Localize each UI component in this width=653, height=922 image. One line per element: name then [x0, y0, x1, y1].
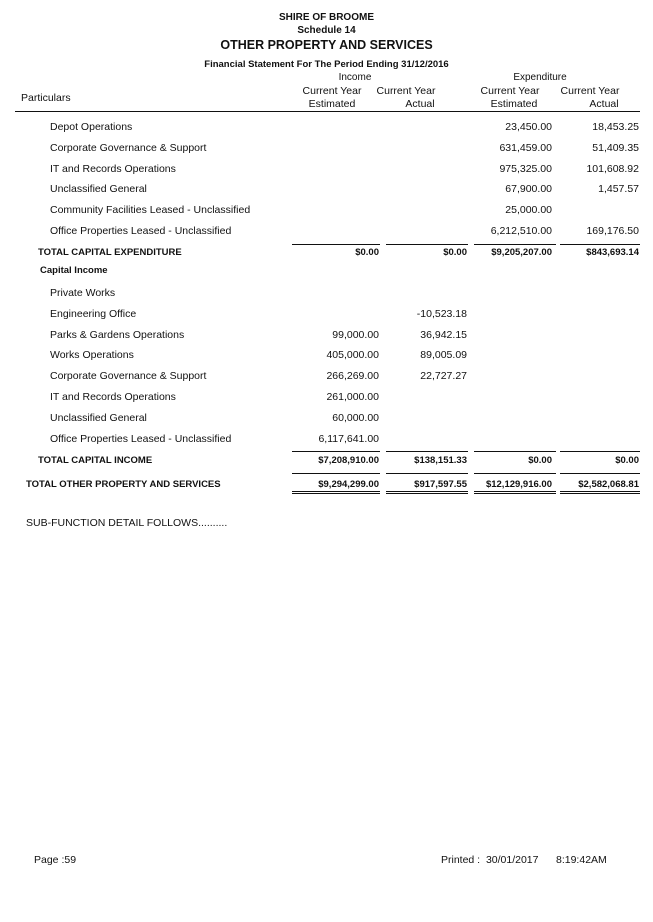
expenditure-estimated: 6,212,510.00 [490, 225, 552, 237]
header-divider [15, 111, 640, 112]
income-actual: 89,005.09 [420, 349, 467, 361]
table-row [0, 370, 653, 386]
income-estimated: 266,269.00 [326, 370, 379, 382]
row-label: Unclassified General [50, 183, 147, 195]
total-rule [560, 244, 640, 245]
income-estimated: 261,000.00 [326, 391, 379, 403]
income-estimated: 99,000.00 [332, 329, 379, 341]
table-row [0, 142, 653, 158]
income-estimated: $7,208,910.00 [318, 455, 379, 466]
total-rule [292, 451, 380, 452]
table-row [0, 121, 653, 137]
expenditure-estimated: 67,900.00 [505, 183, 552, 195]
table-row [0, 412, 653, 428]
table-row [0, 329, 653, 345]
table-row [0, 225, 653, 241]
table-row [0, 204, 653, 220]
row-label: Private Works [50, 287, 116, 299]
row-label: TOTAL CAPITAL INCOME [38, 455, 153, 466]
col-income-actual-header [370, 85, 450, 111]
expenditure-estimated: 631,459.00 [499, 142, 552, 154]
total-capital-expenditure-row [0, 247, 653, 263]
income-estimated: $9,294,299.00 [318, 479, 379, 490]
row-label: TOTAL OTHER PROPERTY AND SERVICES [26, 479, 221, 490]
double-rule [474, 491, 556, 492]
income-group-header: Income [338, 72, 372, 83]
col-income-estimated-header [292, 85, 372, 111]
printed-time: 8:19:42AM [556, 854, 607, 866]
row-label: Office Properties Leased - Unclassified [50, 225, 232, 237]
expenditure-actual: $0.00 [615, 455, 639, 466]
schedule-label: Schedule 14 [297, 25, 356, 36]
org-name: SHIRE OF BROOME [278, 12, 374, 23]
total-rule [386, 473, 468, 474]
double-rule [560, 493, 640, 494]
expenditure-group-header: Expenditure [513, 72, 567, 83]
col-header-line: Actual [405, 98, 435, 110]
total-rule [474, 244, 556, 245]
sub-function-note: SUB-FUNCTION DETAIL FOLLOWS.......... [26, 517, 228, 529]
col-header-line: Current Year [480, 85, 540, 97]
row-label: Depot Operations [50, 121, 133, 133]
row-label: IT and Records Operations [50, 163, 176, 175]
expenditure-actual: 51,409.35 [592, 142, 639, 154]
expenditure-actual: 18,453.25 [592, 121, 639, 133]
total-rule [292, 473, 380, 474]
double-rule [386, 491, 468, 492]
expenditure-actual: $2,582,068.81 [578, 479, 639, 490]
expenditure-actual: 169,176.50 [586, 225, 639, 237]
double-rule [386, 493, 468, 494]
row-label: IT and Records Operations [50, 391, 176, 403]
col-header-line: Current Year [560, 85, 620, 97]
total-rule [386, 244, 468, 245]
total-rule [474, 473, 556, 474]
row-label: Engineering Office [50, 308, 137, 320]
col-header-line: Estimated [490, 98, 538, 110]
col-header-line: Actual [589, 98, 619, 110]
expenditure-estimated: $0.00 [528, 455, 552, 466]
table-row [0, 308, 653, 324]
total-rule [560, 451, 640, 452]
expenditure-estimated: $12,129,916.00 [485, 479, 552, 490]
expenditure-actual: 1,457.57 [598, 183, 639, 195]
income-actual: -10,523.18 [416, 308, 467, 320]
double-rule [474, 493, 556, 494]
table-row [0, 163, 653, 179]
page-number: Page :59 [34, 854, 77, 866]
expenditure-estimated: $9,205,207.00 [491, 247, 552, 258]
table-row [0, 183, 653, 199]
expenditure-estimated: 25,000.00 [505, 204, 552, 216]
table-row [0, 391, 653, 407]
total-rule [560, 473, 640, 474]
row-label: Corporate Governance & Support [50, 370, 207, 382]
double-rule [292, 493, 380, 494]
row-label: Office Properties Leased - Unclassified [50, 433, 232, 445]
double-rule [560, 491, 640, 492]
col-exp-estimated-header [470, 85, 550, 111]
total-rule [386, 451, 468, 452]
expenditure-estimated: 23,450.00 [505, 121, 552, 133]
total-capital-income-row [0, 455, 653, 471]
income-estimated: $0.00 [355, 247, 379, 258]
income-estimated: 60,000.00 [332, 412, 379, 424]
income-estimated: 405,000.00 [326, 349, 379, 361]
row-label: Corporate Governance & Support [50, 142, 207, 154]
row-label: Works Operations [50, 349, 134, 361]
period-label: Financial Statement For The Period Ending 31/12/2016 [204, 59, 449, 70]
income-actual: $917,597.55 [414, 479, 467, 490]
total-rule [292, 244, 380, 245]
table-row [0, 287, 653, 303]
col-header-line: Current Year [302, 85, 362, 97]
section-heading [0, 265, 653, 281]
table-row [0, 349, 653, 365]
expenditure-estimated: 975,325.00 [499, 163, 552, 175]
expenditure-actual: 101,608.92 [586, 163, 639, 175]
row-label: Community Facilities Leased - Unclassified [50, 204, 251, 216]
col-header-line: Current Year [376, 85, 436, 97]
income-estimated: 6,117,641.00 [318, 433, 379, 445]
total-rule [474, 451, 556, 452]
income-actual: $138,151.33 [414, 455, 467, 466]
table-row [0, 433, 653, 449]
printed-date: Printed : 30/01/2017 [441, 854, 539, 866]
page-title: OTHER PROPERTY AND SERVICES [220, 38, 433, 52]
row-label: Parks & Gardens Operations [50, 329, 185, 341]
row-label: TOTAL CAPITAL EXPENDITURE [38, 247, 182, 258]
income-actual: 36,942.15 [420, 329, 467, 341]
expenditure-actual: $843,693.14 [586, 247, 639, 258]
particulars-header: Particulars [21, 92, 71, 104]
income-actual: 22,727.27 [420, 370, 467, 382]
col-exp-actual-header [550, 85, 630, 111]
double-rule [292, 491, 380, 492]
capital-income-heading: Capital Income [40, 265, 108, 276]
income-actual: $0.00 [443, 247, 467, 258]
col-header-line: Estimated [308, 98, 356, 110]
row-label: Unclassified General [50, 412, 147, 424]
